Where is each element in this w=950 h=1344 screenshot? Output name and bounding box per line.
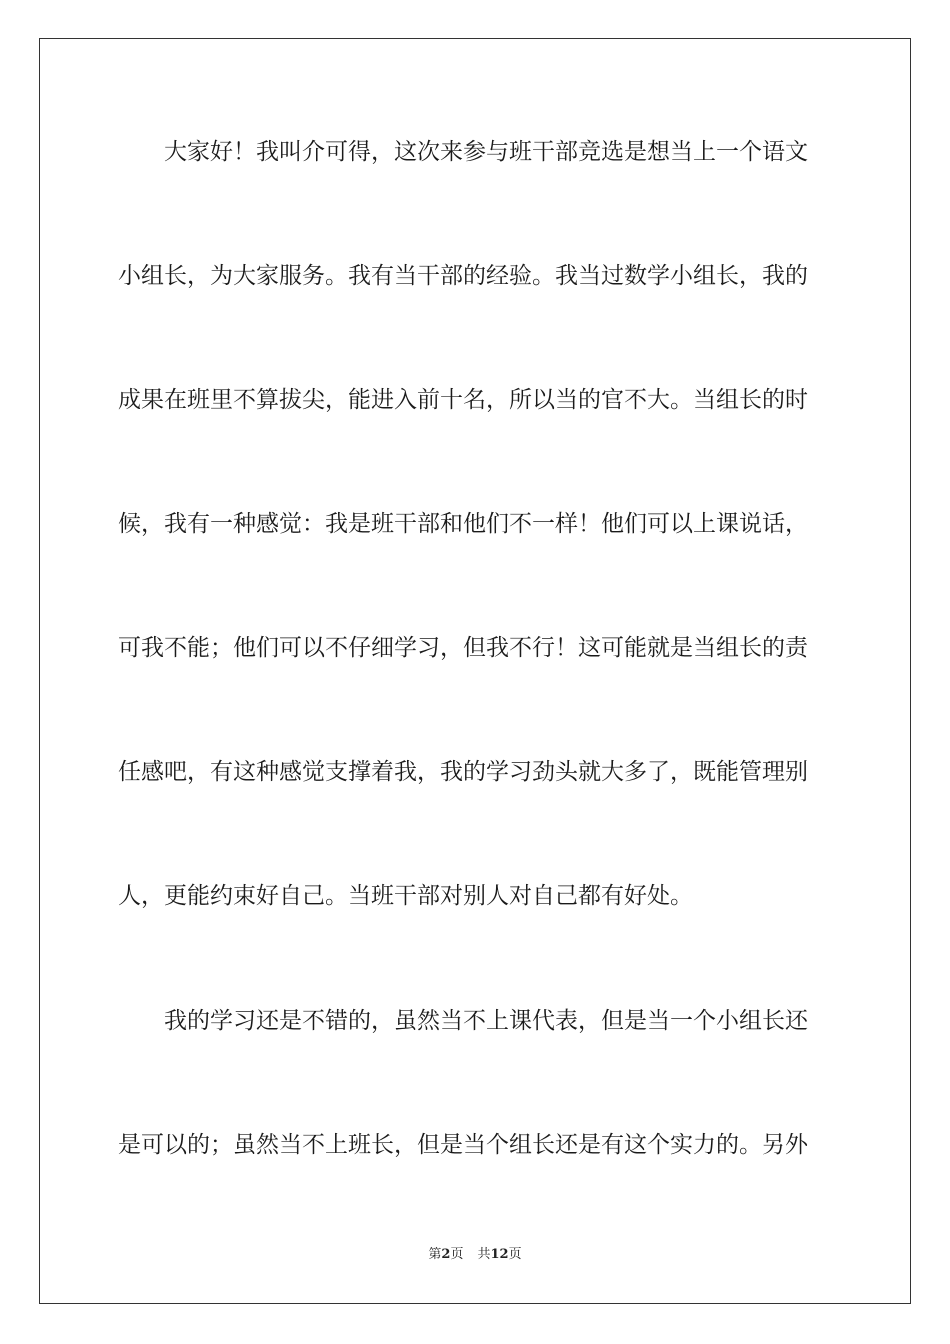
- paragraph-1-line-6: 任感吧，有这种感觉支撑着我，我的学习劲头就大多了，既能管理别: [118, 759, 808, 785]
- footer-total-suffix: 页: [508, 1247, 522, 1262]
- paragraph-1-line-7: 人，更能约束好自己。当班干部对别人对自己都有好处。: [118, 883, 693, 909]
- paragraph-1-line-5: 可我不能；他们可以不仔细学习，但我不行！这可能就是当组长的责: [118, 635, 808, 661]
- paragraph-2-line-1: 我的学习还是不错的，虽然当不上课代表，但是当一个小组长还: [164, 1008, 808, 1034]
- paragraph-1-line-2: 小组长，为大家服务。我有当干部的经验。我当过数学小组长，我的: [118, 263, 808, 289]
- page-footer: [0, 1246, 950, 1264]
- page-border: [39, 38, 911, 1304]
- footer-page-prefix: 第: [428, 1247, 442, 1262]
- paragraph-2-line-2: 是可以的；虽然当不上班长，但是当个组长还是有这个实力的。另外: [118, 1132, 808, 1158]
- paragraph-1-line-1: 大家好！我叫介可得，这次来参与班干部竞选是想当上一个语文: [164, 139, 808, 165]
- footer-total-prefix: 共: [477, 1247, 491, 1262]
- footer-total-pages: 12: [490, 1247, 509, 1262]
- paragraph-1-line-3: 成果在班里不算拔尖，能进入前十名，所以当的官不大。当组长的时: [118, 387, 808, 413]
- footer-page-number: 2: [441, 1247, 451, 1262]
- footer-page-suffix: 页: [450, 1247, 464, 1262]
- paragraph-1-line-4: 候，我有一种感觉：我是班干部和他们不一样！他们可以上课说话，: [118, 511, 808, 537]
